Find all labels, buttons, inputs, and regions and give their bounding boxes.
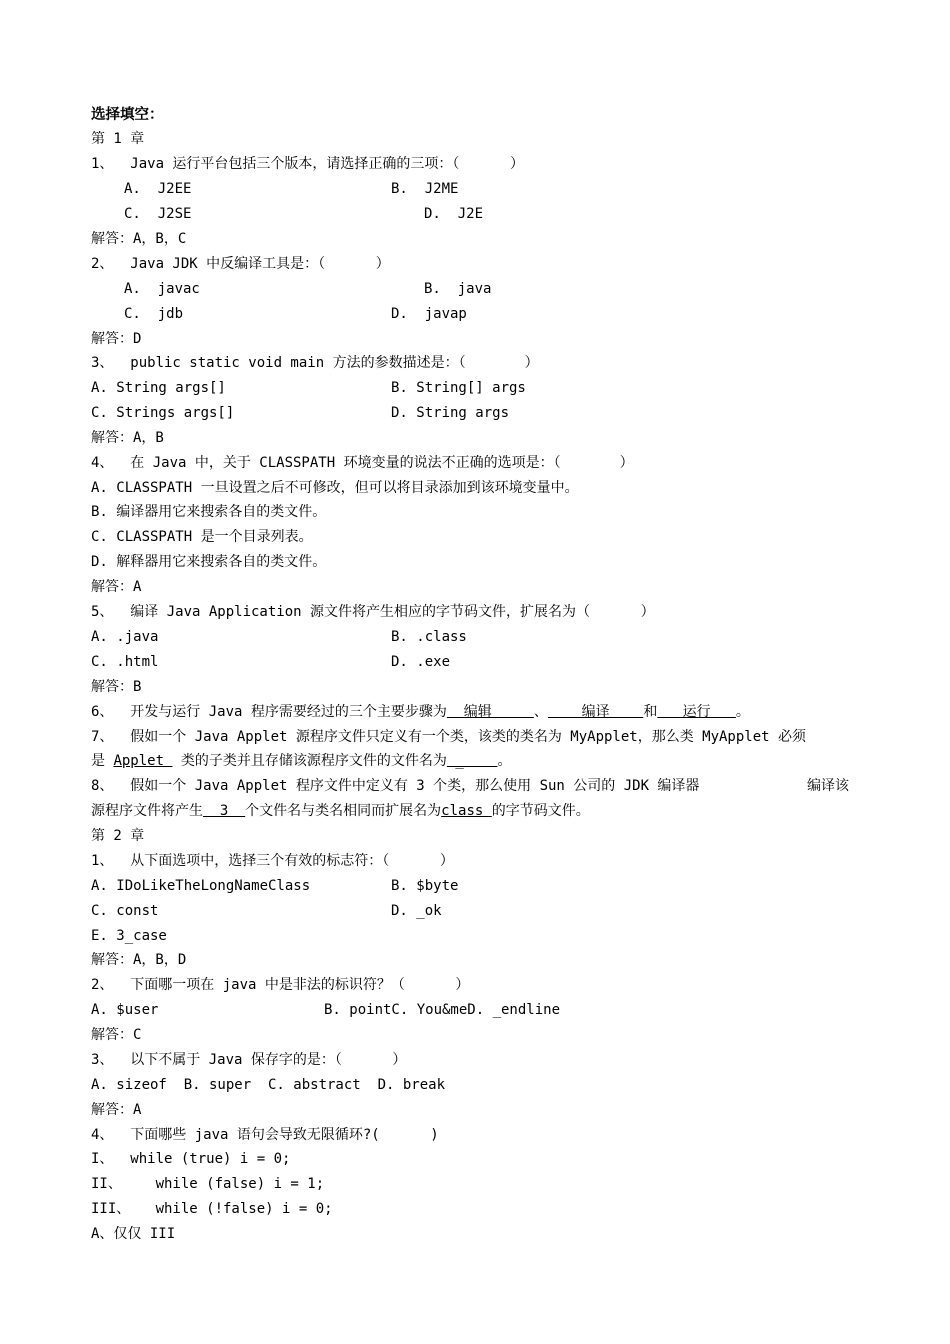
ch1-q4-option-c: C. CLASSPATH 是一个目录列表。 (91, 529, 313, 545)
ch1-q6-blank-3: 运行 (657, 704, 736, 720)
ch1-q7-blank-1: Applet (113, 753, 173, 769)
ch2-q1-answer: 解答：A，B，D (91, 952, 187, 968)
ch2-q2-options-bcd: B. pointC. You&meD. _endline (324, 1002, 561, 1018)
ch1-q8-blank-2: class (441, 803, 492, 819)
ch1-q6 (91, 703, 750, 721)
ch1-q6-blank-2: 编译 (547, 704, 644, 720)
ch2-q4-stem: 4、 下面哪些 java 语句会导致无限循环?( ) (91, 1127, 439, 1143)
ch1-q6-suffix: 。 (735, 704, 750, 720)
ch2-q1-option-b: B. $byte (391, 878, 459, 894)
ch1-q4-option-b: B. 编译器用它来搜索各自的类文件。 (91, 504, 327, 520)
ch1-q1-option-c: C. J2SE (124, 206, 192, 222)
ch1-q2-stem: 2、 Java JDK 中反编译工具是：（ ） (91, 256, 390, 272)
ch2-q4-statement-2: II、 while (false) i = 1; (91, 1176, 325, 1192)
ch2-q1-option-c: C. const (91, 903, 159, 919)
ch1-q1-answer: 解答：A，B，C (91, 231, 187, 247)
ch1-q8-line-1-right: 编译该 (807, 778, 849, 794)
ch1-q4-option-d: D. 解释器用它来搜索各自的类文件。 (91, 554, 327, 570)
ch1-q7-middle: 类的子类并且存储该源程序文件的文件名为 (172, 753, 447, 769)
ch1-q2-option-c: C. jdb (124, 306, 184, 322)
ch1-q8-blank-1: 3 (203, 803, 246, 819)
ch1-q6-sep-2: 和 (643, 704, 658, 720)
chapter-1-heading: 第 1 章 (91, 131, 145, 147)
ch1-q5-answer: 解答：B (91, 679, 142, 695)
ch1-q8-prefix: 源程序文件将产生 (91, 803, 203, 819)
ch2-q3-stem: 3、 以下不属于 Java 保存字的是：（ ） (91, 1052, 407, 1068)
ch1-q5-option-d: D. .exe (391, 654, 451, 670)
ch1-q5-option-b: B. .class (391, 629, 467, 645)
ch1-q2-option-a: A. javac (124, 281, 200, 297)
ch1-q1-option-b: B. J2ME (391, 181, 459, 197)
ch2-q2-answer: 解答：C (91, 1027, 142, 1043)
ch2-q1-option-d: D. _ok (391, 903, 442, 919)
ch1-q5-stem: 5、 编译 Java Application 源文件将产生相应的字节码文件，扩展名为（ ） (91, 604, 655, 620)
ch1-q1-option-d: D. J2E (424, 206, 484, 222)
ch1-q2-option-b: B. java (424, 281, 492, 297)
ch1-q1-option-a: A. J2EE (124, 181, 192, 197)
ch1-q5-option-a: A. .java (91, 629, 159, 645)
ch1-q7-line-1: 7、 假如一个 Java Applet 源程序文件只定义有一个类，该类的类名为 MyApplet，那么类 MyApplet 必须 (91, 729, 807, 745)
ch2-q3-options: A. sizeof B. super C. abstract D. break (91, 1077, 446, 1093)
ch1-q4-answer: 解答：A (91, 579, 142, 595)
ch2-q1-stem: 1、 从下面选项中，选择三个有效的标志符：（ ） (91, 853, 454, 869)
ch1-q4-option-a: A. CLASSPATH 一旦设置之后不可修改，但可以将目录添加到该环境变量中。 (91, 480, 579, 496)
ch2-q3-answer: 解答：A (91, 1102, 142, 1118)
ch1-q4-stem: 4、 在 Java 中，关于 CLASSPATH 环境变量的说法不正确的选项是：（ ） (91, 455, 634, 471)
ch1-q7-prefix: 是 (91, 753, 114, 769)
ch1-q7-line-2 (91, 752, 511, 770)
ch2-q2-stem: 2、 下面哪一项在 java 中是非法的标识符？（ ） (91, 977, 470, 993)
ch1-q1-stem: 1、 Java 运行平台包括三个版本，请选择正确的三项：（ ） (91, 156, 525, 172)
ch1-q8-line-2 (91, 802, 590, 820)
ch2-q4-option-a: A、仅仅 III (91, 1226, 176, 1242)
ch1-q8-line-1: 8、 假如一个 Java Applet 程序文件中定义有 3 个类，那么使用 Sun 公司的 JDK 编译器 (91, 778, 700, 794)
ch2-q4-statement-3: III、 while (!false) i = 0; (91, 1201, 333, 1217)
ch1-q6-prefix: 6、 开发与运行 Java 程序需要经过的三个主要步骤为 (91, 704, 447, 720)
section-title: 选择填空： (91, 107, 164, 123)
ch1-q5-option-c: C. .html (91, 654, 159, 670)
ch1-q2-answer: 解答：D (91, 331, 142, 347)
ch1-q3-option-c: C. Strings args[] (91, 405, 235, 421)
ch1-q2-option-d: D. javap (391, 306, 467, 322)
ch1-q7-blank-2: _ (446, 753, 498, 769)
ch1-q3-stem: 3、 public static void main 方法的参数描述是：（ ） (91, 355, 539, 371)
ch2-q2-option-a: A. $user (91, 1002, 159, 1018)
ch2-q4-statement-1: I、 while (true) i = 0; (91, 1151, 291, 1167)
ch1-q6-sep-1: 、 (533, 704, 548, 720)
ch1-q7-suffix: 。 (497, 753, 512, 769)
ch1-q3-option-b: B. String[] args (391, 380, 526, 396)
ch2-q1-option-e: E. 3_case (91, 928, 167, 944)
chapter-2-heading: 第 2 章 (91, 828, 145, 844)
ch1-q8-middle: 个文件名与类名相同而扩展名为 (245, 803, 442, 819)
ch1-q3-answer: 解答：A，B (91, 430, 164, 446)
ch1-q6-blank-1: 编辑 (446, 704, 534, 720)
ch2-q1-option-a: A. IDoLikeTheLongNameClass (91, 878, 311, 894)
ch1-q8-suffix: 的字节码文件。 (491, 803, 590, 819)
ch1-q3-option-d: D. String args (391, 405, 510, 421)
ch1-q3-option-a: A. String args[] (91, 380, 226, 396)
